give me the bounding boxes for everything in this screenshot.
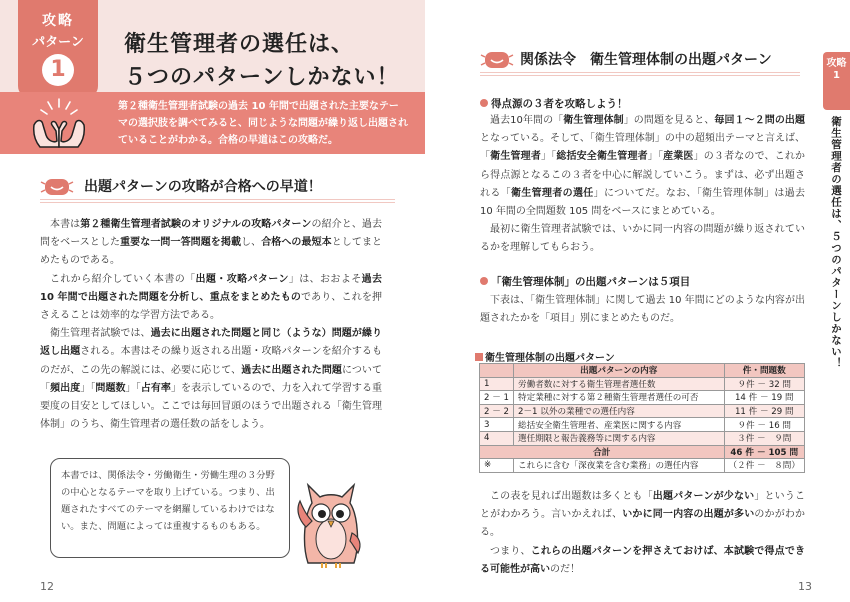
row-content: 特定業種に対する第２種衛生管理者選任の可否 — [514, 391, 725, 405]
row-number: 1 — [480, 377, 514, 391]
text: 」は、おおよそ — [288, 273, 362, 285]
badge-number: 1 — [42, 54, 74, 86]
text: 」の問題を見ると、 — [623, 115, 715, 126]
text: としてまとめたものである。 — [40, 237, 383, 267]
text: の紹介と、過去問をベースとした — [40, 219, 383, 249]
bold-text: 過去に出題された問題 — [241, 364, 342, 376]
text: 」「 — [540, 151, 557, 163]
bold-text: 出題・攻略パターン — [195, 273, 289, 285]
bold-text: 重要な一問一答問題を掲載 — [120, 237, 242, 249]
bold-text: 総括安全衛生管理者 — [556, 151, 648, 163]
table-body — [480, 377, 805, 472]
bold-text: 産業医 — [663, 151, 694, 163]
section-title: 出題パターンの攻略が合格への早道！ — [84, 179, 322, 195]
bold-text: これらの出題パターンを押さえておけば、本試験で得点できる可能性が高い — [480, 545, 805, 575]
text: 衛生管理者試験では、 — [50, 328, 151, 340]
body-text — [480, 112, 805, 258]
bold-text: 第２種衛生管理者試験のオリジナルの攻略パターン — [80, 219, 312, 230]
running-title: 衛生管理者の選任は、５つのパターンしかない！ — [830, 116, 842, 369]
subheading: 得点源の３者を攻略しよう！ — [480, 96, 628, 111]
bold-text: 衛生管理者 — [490, 151, 541, 163]
table-row — [480, 459, 805, 473]
paragraph — [480, 221, 805, 257]
row-content: 労働者数に対する衛生管理者選任数 — [514, 377, 725, 391]
table-title: 衛生管理体制の出題パターン — [475, 349, 615, 364]
text: 最初に衛生管理者試験では、いかに同一内容の問題が繰り返されているかを理解してもらおう。 — [480, 224, 805, 254]
text: 過去10年間の「 — [490, 115, 564, 126]
text: について「 — [40, 364, 383, 394]
bold-text: 衛生管理体制 — [563, 115, 624, 126]
text: 」を表示しているので、力を入れて学習する重要度の目安としてほしい。ここでは毎回冒頭のほうで出題される「衛生管理体制」のうち、衛生管理者の選任数の話をしよう。 — [40, 382, 383, 431]
badge-line1: 攻略 — [42, 13, 74, 29]
paragraph — [40, 271, 382, 326]
paragraph — [480, 543, 805, 579]
table-row — [480, 418, 805, 432]
paragraph: 下表は、「衛生管理体制」に関して過去 10 年間にどのような内容が出題されたかを「項目」別にまとめたものだ。 — [480, 295, 805, 325]
body-text — [480, 292, 805, 328]
row-count: ３件 － ９問 — [724, 431, 804, 445]
note-mark: ※ — [480, 459, 514, 473]
page-number: 12 — [40, 580, 54, 593]
section-heading — [0, 175, 425, 201]
text: 本書は — [50, 219, 81, 230]
note-content: これらに含む「深夜業を含む業務」の選任内容 — [514, 459, 725, 473]
table-row — [480, 391, 805, 405]
mask-icon — [480, 50, 514, 70]
paragraph — [480, 488, 805, 543]
pattern-table — [479, 363, 805, 473]
row-count: ９件 － 16 問 — [724, 418, 804, 432]
table-header-row — [480, 364, 805, 378]
row-content: 総括安全衛生管理者、産業医に関する内容 — [514, 418, 725, 432]
text: であり、これを押さえることは効率的な学習方法である。 — [40, 291, 383, 322]
text: のだ！ — [550, 563, 580, 575]
right-page — [425, 0, 850, 602]
title-line2: ５つのパターンしかない！ — [124, 65, 400, 90]
praying-hands-icon — [28, 95, 90, 151]
section-heading — [425, 48, 850, 74]
header-no — [480, 364, 514, 378]
row-number: 2 － 1 — [480, 391, 514, 405]
bold-text: 合格への最短本 — [261, 237, 332, 249]
chapter-tab-label: 攻略 — [826, 58, 847, 69]
text: 」「 — [647, 151, 664, 163]
text: 」ということがわかろう。言いかえれば、 — [480, 491, 806, 521]
text: つまり、 — [490, 545, 531, 557]
mask-icon — [40, 177, 74, 197]
bold-text: 衛生管理者の選任 — [511, 187, 594, 199]
text: 」「 — [80, 382, 96, 394]
table-row — [480, 404, 805, 418]
text: となっている。そして、「衛生管理体制」の中の超頻出テーマと言えば、「 — [480, 133, 805, 163]
row-count: 14 件 － 19 問 — [724, 391, 804, 405]
title-line1: 衛生管理者の選任は、 — [124, 32, 355, 57]
text: 」の３者なので、これから得点源となるこの３者を中心に解説していこう。まずは、必ず出題される「 — [480, 151, 806, 199]
text: 」についてだ。なお、「衛生管理体制」は過去 10 年間の全問題数 105 問をベースにまとめている。 — [480, 187, 806, 218]
divider — [480, 72, 800, 73]
header-content: 出題パターンの内容 — [514, 364, 725, 378]
section-title: 関係法令 衛生管理体制の出題パターン — [520, 52, 772, 68]
paragraph — [40, 216, 382, 271]
row-count: ９件 － 32 問 — [724, 377, 804, 391]
total-count: 46 件 － 105 問 — [724, 445, 804, 459]
table-row — [480, 445, 805, 459]
row-number: 2 － 2 — [480, 404, 514, 418]
owl-mascot-icon — [296, 475, 366, 570]
bold-text: 頻出度 — [50, 382, 81, 394]
row-number: 4 — [480, 431, 514, 445]
text: し、 — [241, 237, 262, 249]
bold-text: 出題パターンが少ない — [652, 491, 755, 502]
text: この表を見れば出題数は多くとも「 — [490, 491, 653, 502]
intro-text: 第２種衛生管理者試験の過去 10 年間で出題された主要なテーマの選択肢を調べてみると、同じような問題が繰り返し出題されていることがわかる。合格の早道はこの攻略だ。 — [118, 101, 408, 146]
divider — [480, 75, 800, 76]
body-text — [480, 488, 805, 579]
text: これから紹介していく本書の「 — [50, 273, 196, 285]
pattern-badge — [18, 0, 98, 98]
bold-text: 問題数 — [95, 382, 126, 394]
table-row — [480, 431, 805, 445]
total-label: 合計 — [480, 445, 725, 459]
note-box: 本書では、関係法令・労働衛生・労働生理の３分野の中心となるテーマを取り上げている。つまり、出題されたすべてのテーマを網羅しているわけではない。また、問題によっては重複するものもある。 — [50, 458, 290, 558]
divider — [40, 199, 395, 200]
page-title — [124, 28, 400, 94]
table-row — [480, 377, 805, 391]
bold-text: 過去 10 年間で出題された問題を分析し、重点をまとめたもの — [40, 273, 383, 303]
text: のかがわかる。 — [480, 509, 806, 539]
note-count: （２件 － ８問） — [724, 459, 804, 473]
body-text — [40, 216, 382, 434]
text: される。本書はその繰り返される出題・攻略パターンを紹介するものだが、この先の解説には、必要に応じて、 — [40, 346, 382, 376]
row-content: 選任期限と報告義務等に関する内容 — [514, 431, 725, 445]
page-number: 13 — [798, 580, 812, 593]
header-count: 件・問題数 — [724, 364, 804, 378]
bold-text: いかに同一内容の出題が多い — [622, 509, 755, 521]
paragraph — [40, 325, 382, 434]
bold-text: 過去に出題された問題と同じ（ような）問題が繰り返し出題 — [40, 328, 382, 358]
row-number: 3 — [480, 418, 514, 432]
subheading: 「衛生管理体制」の出題パターンは５項目 — [480, 274, 690, 289]
bold-text: 占有率 — [140, 382, 171, 394]
chapter-tab-number: 1 — [833, 70, 840, 81]
row-content: 2－1 以外の業種での選任内容 — [514, 404, 725, 418]
divider — [40, 202, 395, 203]
paragraph — [480, 112, 805, 221]
row-count: 11 件 － 29 問 — [724, 404, 804, 418]
text: 」「 — [125, 382, 141, 394]
bold-text: 毎回１～２問の出題 — [714, 115, 806, 126]
badge-line2: パターン — [32, 35, 84, 50]
